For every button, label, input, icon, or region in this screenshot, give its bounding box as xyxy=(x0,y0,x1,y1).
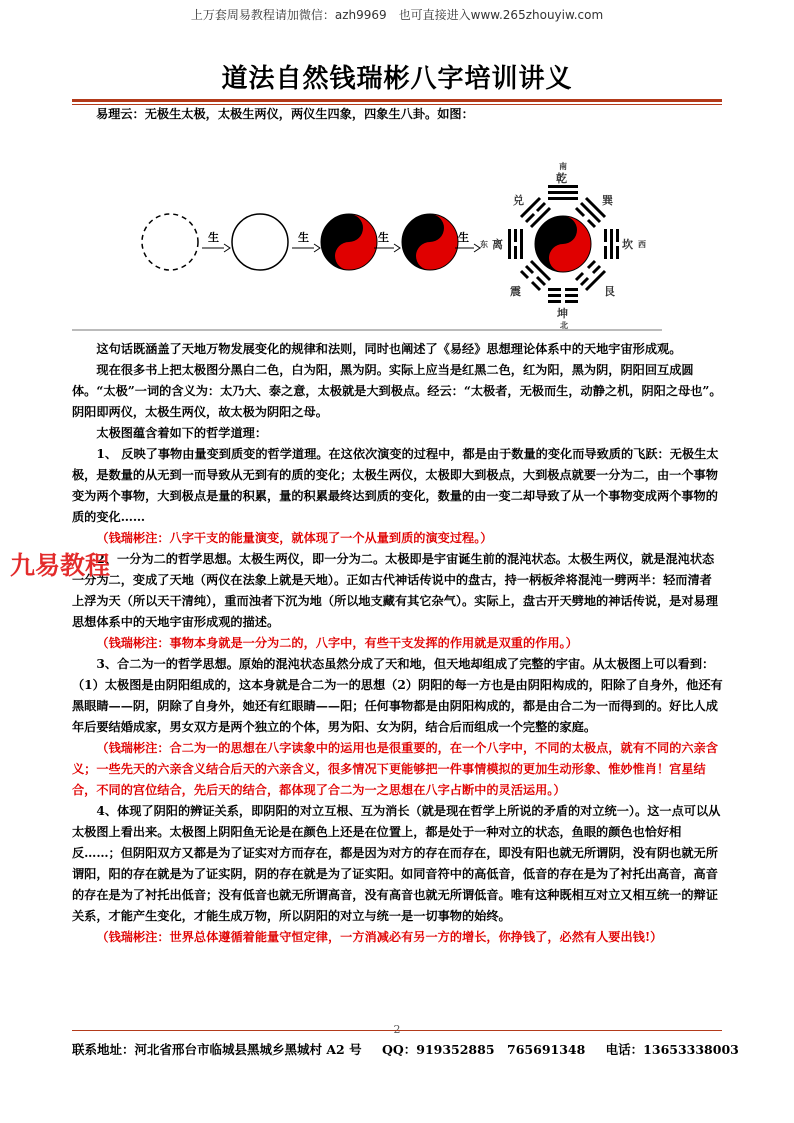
arrow-3 xyxy=(374,230,400,252)
footer-contact xyxy=(72,1040,739,1058)
taiji-circle xyxy=(232,214,288,270)
paragraph-7: 4、体现了阴阳的辨证关系，即阴阳的对立互根、互为消长（就是现在哲学上所说的矛盾的对立统一）。这一点可以从太极图上看出来。太极图上阴阳鱼无论是在颜色上还是在位置上，都是处于一种对立的状态，鱼眼的颜色也恰好相反……；但阴阳双方又都是为了证实对方而存在，都是因为对方的存在而存在，即没有阳也就无所谓阴，没有阴也就无所谓阳，阳的存在就是为了证实阴，阴的存在就是为了证实阳。如同音符中的高低音，低音的存在是为了衬托出高音，高音的存在是为了衬托出低音；没有低音也就无所谓高音，没有高音也就无所谓低音。唯有这种既相互对立又相互统一的辩证关系，才能产生变化，才能生成万物，所以阴阳的对立与统一是一切事物的始终。 xyxy=(72,804,721,923)
document-body xyxy=(72,104,724,948)
arrow-1-label: 生 xyxy=(208,231,219,244)
bagua-diagram xyxy=(480,161,646,330)
paragraph-3: 太极图蕴含着如下的哲学道理： xyxy=(96,426,268,440)
label-li: 离 xyxy=(492,238,503,251)
diagram-svg xyxy=(72,131,724,331)
note-3: （钱瑞彬注：合二为一的思想在八字读象中的运用也是很重要的，在一个八字中，不同的太极点，就有不同的六亲含义；一些先天的六亲含义结合后天的六亲含义，很多情况下更能够把一件事情模拟的更加生动形象、惟妙惟肖！宫星结合，不同的宫位结合，先后天的结合，都体现了合二为一之思想在八字占断中的灵活运用。） xyxy=(72,741,718,797)
arrow-1 xyxy=(202,230,230,252)
footer-phone: 电话：13653338003 xyxy=(605,1042,739,1057)
label-qian: 乾 xyxy=(556,172,567,185)
top-banner-text: 上万套周易教程请加微信：azh9969 也可直接进入www.265zhouyiw.com xyxy=(190,8,604,22)
arrow-2 xyxy=(292,230,320,252)
watermark-logo: 九易教程 xyxy=(10,551,111,580)
note-4: （钱瑞彬注：世界总体遵循着能量守恒定律，一方消减必有另一方的增长，你挣钱了，必然有人要出钱!） xyxy=(96,930,663,944)
paragraph-2: 现在很多书上把太极图分黑白二色，白为阳，黑为阴。实际上应当是红黑二色，红为阳，黑为阴，阴阳回互成圆体。“太极”一词的含义为：太乃大、泰之意，太极就是大到极点。经云：“太极者，无极而生，动静之机，阴阳之母也”。阴阳即两仪，太极生两仪，故太极为阴阳之母。 xyxy=(72,363,722,419)
label-zhen: 震 xyxy=(510,285,521,298)
label-gen: 艮 xyxy=(604,285,615,298)
page-title: 道法自然钱瑞彬八字培训讲义 xyxy=(221,64,573,94)
intro-text: 易理云：无极生太极，太极生两仪，两仪生四象，四象生八卦。如图： xyxy=(96,107,474,121)
arrow-4-label: 生 xyxy=(458,231,469,244)
bagua-center-yinyang xyxy=(535,216,591,272)
note-2: （钱瑞彬注：事物本身就是一分为二的，八字中，有些干支发挥的作用就是双重的作用。） xyxy=(96,636,578,650)
wuji-circle xyxy=(142,214,198,270)
paragraph-1: 这句话既涵盖了天地万物发展变化的规律和法则，同时也阐述了《易经》思想理论体系中的天地宇宙形成观。 xyxy=(96,342,682,356)
label-south: 南 xyxy=(559,162,567,171)
label-xun: 巽 xyxy=(602,194,613,207)
footer-qq: QQ：919352885 765691348 xyxy=(381,1042,586,1057)
paragraph-4: 1、 反映了事物由量变到质变的哲学道理。在这依次演变的过程中，都是由于数量的变化而导致质的飞跃：无极生太极，是数量的从无到一而导致从无到有的质的变化；太极生两仪，太极即大到极点，大到极点就要一分为二，由一个事物变为两个事物，大到极点是量的积累，量的积累最终达到质的变化，数量的由一变二却导致了从一个事物变成两个事物的质的变化…… xyxy=(72,447,719,524)
label-dui: 兑 xyxy=(513,194,524,207)
arrow-4 xyxy=(455,230,480,252)
footer-address: 联系地址：河北省邢台市临城县黑城乡黑城村 A2 号 xyxy=(72,1042,362,1057)
label-kun: 坤 xyxy=(557,307,568,320)
taiji-evolution-diagram xyxy=(72,131,724,331)
arrow-2-label: 生 xyxy=(298,231,309,244)
label-east: 东 xyxy=(480,240,488,249)
label-west: 西 xyxy=(638,240,646,249)
arrow-3-label: 生 xyxy=(378,231,389,244)
paragraph-6: 3、合二为一的哲学思想。原始的混沌状态虽然分成了天和地，但天地却组成了完整的宇宙。从太极图上可以看到：（1）太极图是由阴阳组成的，这本身就是合二为一的思想（2）阴阳的每一方也是由阴阳构成的，阳除了自身外，他还有黑眼睛——阴，阴除了自身外，她还有红眼睛——阳；任何事物都是由阴阳构成的，都是由合二为一而得到的。好比人成年后要结婚成家，男女双方是两个独立的个体，男为阳、女为阴，结合后而组成一个完整的家庭。 xyxy=(72,657,723,734)
label-north: 北 xyxy=(560,321,568,330)
header-rule xyxy=(72,99,722,102)
paragraph-5: 2、一分为二的哲学思想。太极生两仪，即一分为二。太极即是宇宙诞生前的混沌状态。太极生两仪，就是混沌状态一分为二，变成了天地（两仪在法象上就是天地）。正如古代神话传说中的盘古，持一柄板斧将混沌一劈两半：轻而清者上浮为天（所以天干清纯），重而浊者下沉为地（所以地支藏有其它杂气）。实际上，盘古开天劈地的神话传说，是对易理思想体系中的天地宇宙形成观的描述。 xyxy=(72,552,718,629)
sixiang-yinyang xyxy=(402,214,458,270)
note-1: （钱瑞彬注：八字干支的能量演变，就体现了一个从量到质的演变过程。） xyxy=(96,531,493,545)
label-kan: 坎 xyxy=(622,238,633,251)
liangyi-yinyang xyxy=(321,214,377,270)
footer-rule xyxy=(72,1030,722,1031)
